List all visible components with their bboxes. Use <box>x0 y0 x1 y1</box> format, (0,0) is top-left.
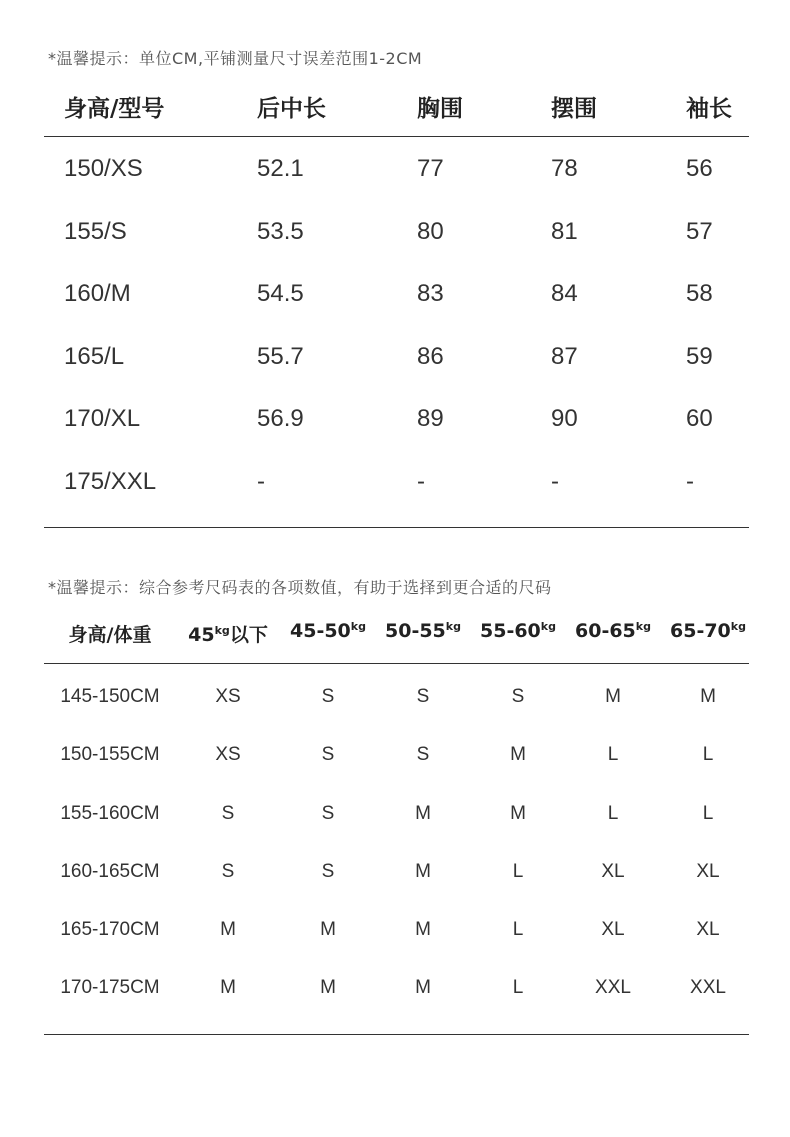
size-cell: M <box>415 802 431 824</box>
sleeve-cell: 59 <box>686 342 713 370</box>
header-height-weight: 身高/体重 <box>68 624 152 646</box>
size-cell: 170/XL <box>64 405 141 432</box>
header-weight: $45^{kg}$以下 <box>188 624 268 646</box>
size-cell: L <box>702 744 714 766</box>
size-cell: 155/S <box>64 217 127 245</box>
chest-cell: 80 <box>417 217 444 245</box>
size-cell: XS <box>215 744 241 766</box>
size-cell: S <box>221 860 235 882</box>
size-cell: 150/XS <box>64 155 143 182</box>
size-cell: 165/L <box>64 342 125 370</box>
chest-cell: 86 <box>417 342 444 370</box>
size-cell: S <box>321 860 335 882</box>
size-cell: L <box>512 977 524 999</box>
sleeve-cell: 58 <box>686 280 713 307</box>
size-cell: M <box>320 919 336 941</box>
size-cell: M <box>415 977 431 999</box>
header-sleeve: 袖长 <box>686 96 732 122</box>
table-row <box>44 452 749 515</box>
height-range-cell: 165-170CM <box>60 919 160 941</box>
table-row <box>44 389 749 452</box>
header-back-length: 后中长 <box>257 96 326 122</box>
size-cell: L <box>512 919 524 941</box>
table-row <box>44 139 749 202</box>
size-table-body <box>44 139 749 528</box>
size-cell: XS <box>215 686 241 707</box>
size-cell: M <box>700 686 716 707</box>
size-cell: XXL <box>690 977 726 999</box>
size-cell: XL <box>601 860 625 882</box>
sleeve-cell: - <box>686 467 694 495</box>
size-cell: M <box>510 802 526 824</box>
hem-cell: 84 <box>551 280 578 307</box>
header-chest: 胸围 <box>417 96 463 122</box>
size-cell: XL <box>696 860 720 882</box>
size-cell: S <box>321 686 335 707</box>
size-cell: S <box>321 744 335 766</box>
size-cell: S <box>416 744 430 766</box>
hem-cell: - <box>551 467 559 495</box>
recommendation-note: *温馨提示：综合参考尺码表的各项数值，有助于选择到更合适的尺码 <box>48 578 552 597</box>
size-table-header <box>44 80 749 137</box>
size-cell: M <box>415 919 431 941</box>
chest-cell: 89 <box>417 405 444 432</box>
fit-table-header <box>44 610 749 664</box>
header-weight: $50-55^{kg}$ <box>385 620 461 642</box>
table-row <box>44 785 749 843</box>
table-row <box>44 327 749 390</box>
size-cell: 160/M <box>64 280 131 307</box>
hem-cell: 87 <box>551 342 578 370</box>
back-length-cell: 55.7 <box>257 342 304 370</box>
chest-cell: - <box>417 467 425 495</box>
header-weight: $55-60^{kg}$ <box>480 620 556 642</box>
size-cell: M <box>220 919 236 941</box>
size-cell: S <box>416 686 430 707</box>
table-row <box>44 726 749 784</box>
size-cell: L <box>512 860 524 882</box>
chest-cell: 83 <box>417 280 444 307</box>
table-row <box>44 843 749 901</box>
back-length-cell: 54.5 <box>257 280 304 307</box>
height-range-cell: 150-155CM <box>60 744 160 766</box>
header-weight: $60-65^{kg}$ <box>575 620 651 642</box>
fit-table-body <box>44 668 749 1035</box>
header-height-size: 身高/型号 <box>64 96 165 122</box>
back-length-cell: 53.5 <box>257 217 304 245</box>
size-cell: XXL <box>595 977 631 999</box>
size-cell: M <box>605 686 621 707</box>
size-cell: XL <box>601 919 625 941</box>
table-row <box>44 202 749 265</box>
sleeve-cell: 56 <box>686 155 713 182</box>
back-length-cell: - <box>257 467 265 495</box>
size-cell: L <box>702 802 714 824</box>
sleeve-cell: 60 <box>686 405 713 432</box>
height-range-cell: 155-160CM <box>60 802 160 824</box>
size-cell: XL <box>696 919 720 941</box>
size-cell: S <box>511 686 525 707</box>
height-range-cell: 160-165CM <box>60 860 160 882</box>
height-range-cell: 145-150CM <box>60 686 160 707</box>
size-cell: M <box>320 977 336 999</box>
table-row <box>44 668 749 726</box>
table-row <box>44 959 749 1017</box>
height-range-cell: 170-175CM <box>60 977 160 999</box>
back-length-cell: 52.1 <box>257 155 304 182</box>
sleeve-cell: 57 <box>686 217 713 245</box>
size-cell: S <box>221 802 235 824</box>
hem-cell: 90 <box>551 405 578 432</box>
table-row <box>44 901 749 959</box>
size-cell: L <box>607 744 619 766</box>
measurement-note: *温馨提示：单位CM,平铺测量尺寸误差范围1-2CM <box>48 49 423 68</box>
table-row <box>44 264 749 327</box>
size-cell: 175/XXL <box>64 467 157 495</box>
size-cell: M <box>510 744 526 766</box>
size-cell: L <box>607 802 619 824</box>
header-hem: 摆围 <box>551 96 597 122</box>
back-length-cell: 56.9 <box>257 405 304 432</box>
header-weight: $45-50^{kg}$ <box>290 620 366 642</box>
size-cell: S <box>321 802 335 824</box>
hem-cell: 78 <box>551 155 578 182</box>
chest-cell: 77 <box>417 155 444 182</box>
header-weight: $65-70^{kg}$ <box>670 620 746 642</box>
size-cell: M <box>415 860 431 882</box>
hem-cell: 81 <box>551 217 578 245</box>
size-cell: M <box>220 977 236 999</box>
